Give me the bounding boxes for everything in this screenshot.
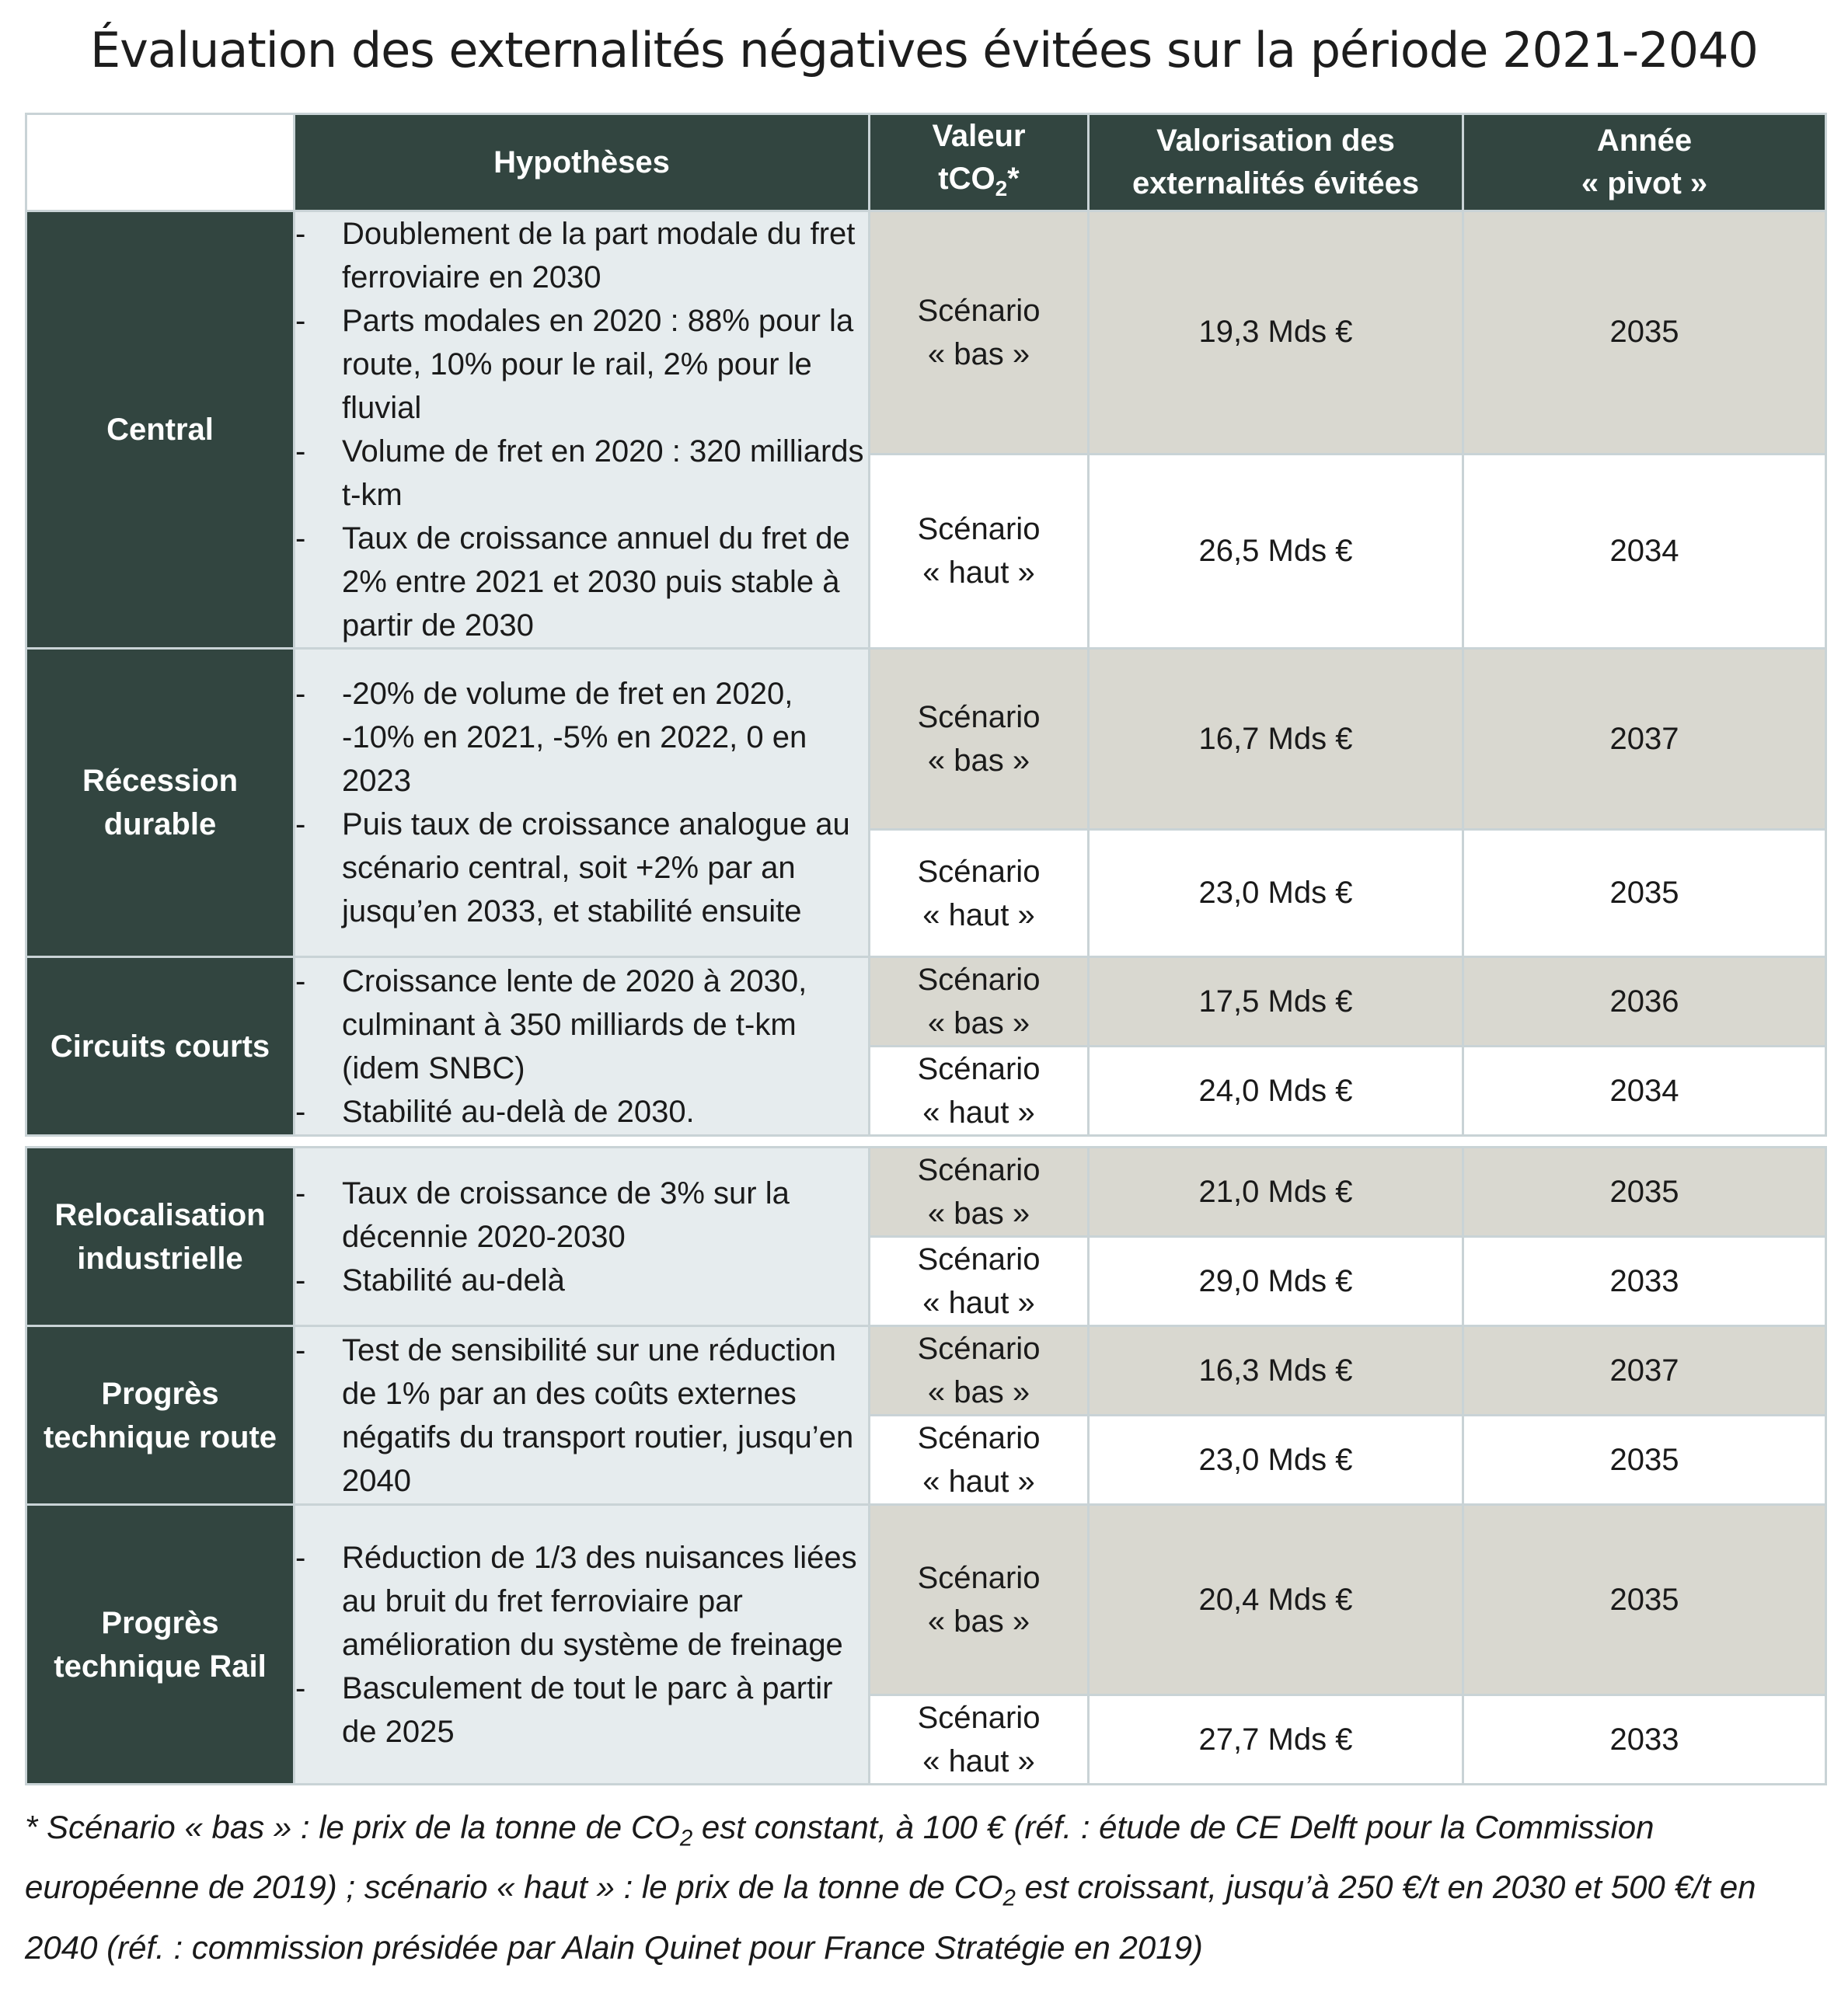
header-hypotheses: Hypothèses xyxy=(295,114,870,211)
hypotheses-cell xyxy=(295,1326,870,1505)
bullet-dash: - xyxy=(295,677,306,711)
hypotheses-cell xyxy=(295,649,870,957)
scenario-group-name: Récession durable xyxy=(26,649,295,957)
scenario-group-name: Progrès technique Rail xyxy=(26,1505,295,1785)
bullet-dash: - xyxy=(295,963,306,998)
pivot-year: 2037 xyxy=(1463,1326,1826,1416)
scenario-group-name: Circuits courts xyxy=(26,957,295,1136)
table-body xyxy=(26,211,1826,1785)
table-row xyxy=(26,1148,1826,1237)
hypotheses-cell xyxy=(295,1148,870,1326)
pivot-year: 2035 xyxy=(1463,830,1826,957)
scenario-cell-haut xyxy=(870,1047,1089,1136)
pivot-year: 2037 xyxy=(1463,649,1826,830)
bullet-dash: - xyxy=(295,1263,306,1298)
hypothesis-item xyxy=(295,212,868,299)
table-row xyxy=(26,1326,1826,1416)
hypothesis-text: Stabilité au-delà xyxy=(342,1263,565,1298)
valorisation-value: 24,0 Mds € xyxy=(1089,1047,1463,1136)
pivot-year: 2036 xyxy=(1463,957,1826,1047)
hypothesis-item xyxy=(295,517,868,647)
scenario-cell-bas xyxy=(870,1148,1089,1237)
hypothesis-item xyxy=(295,1090,868,1134)
valorisation-value: 16,7 Mds € xyxy=(1089,649,1463,830)
valorisation-value: 20,4 Mds € xyxy=(1089,1505,1463,1695)
bullet-dash: - xyxy=(295,521,306,556)
hypotheses-list xyxy=(295,1536,868,1754)
scenario-group-name: Central xyxy=(26,211,295,649)
hypotheses-cell xyxy=(295,211,870,649)
scenario-label-haut: « haut » xyxy=(922,1465,1035,1499)
hypothesis-text: Stabilité au-delà de 2030. xyxy=(342,1094,695,1129)
pivot-year: 2035 xyxy=(1463,1505,1826,1695)
hypothesis-text: Réduction de 1/3 des nuisances liées au bruit du fret ferroviaire par amélioration du système de freinage xyxy=(342,1540,857,1662)
scenario-label-bas: « bas » xyxy=(927,1375,1030,1409)
pivot-year: 2035 xyxy=(1463,1416,1826,1505)
scenario-label-bas: « bas » xyxy=(927,336,1030,371)
scenario-label-haut: « haut » xyxy=(922,1096,1035,1130)
hypothesis-text: Doublement de la part modale du fret ferroviaire en 2030 xyxy=(342,217,856,294)
valorisation-value: 17,5 Mds € xyxy=(1089,957,1463,1047)
hypothesis-item xyxy=(295,1172,868,1259)
hypothesis-item xyxy=(295,430,868,517)
hypotheses-cell xyxy=(295,1505,870,1785)
bullet-dash: - xyxy=(295,1540,306,1575)
hypothesis-item xyxy=(295,960,868,1090)
hypothesis-item xyxy=(295,1536,868,1667)
hypothesis-item xyxy=(295,803,868,933)
hypotheses-list xyxy=(295,1172,868,1302)
scenario-cell-bas xyxy=(870,211,1089,455)
valorisation-value: 21,0 Mds € xyxy=(1089,1148,1463,1237)
footnote: * Scénario « bas » : le prix de la tonne de $CO_2$ est constant, à 100 € (réf. : étude de CE Delft pour la Commission européenne de 2019) ; scénario « haut » : le prix de la tonne de $CO_2$ est croissant, jusqu’à 250 €/t en 2030 et 500 €/t en 2040 (réf. : commission présidée par Alain Quinet pour France Stratégie en 2019) xyxy=(25,1809,1756,1966)
scenario-word: Scénario xyxy=(917,963,1041,997)
pivot-year: 2035 xyxy=(1463,211,1826,455)
scenario-word: Scénario xyxy=(917,854,1041,889)
scenario-word: Scénario xyxy=(917,1332,1041,1366)
hypothesis-item xyxy=(295,672,868,803)
bullet-dash: - xyxy=(295,217,306,251)
hypothesis-text: -20% de volume de fret en 2020, -10% en 2021, -5% en 2022, 0 en 2023 xyxy=(342,677,807,798)
scenario-label-haut: « haut » xyxy=(922,897,1035,932)
valorisation-value: 29,0 Mds € xyxy=(1089,1237,1463,1326)
scenario-word: Scénario xyxy=(917,1701,1041,1735)
scenario-cell-haut xyxy=(870,1416,1089,1505)
valorisation-value: 19,3 Mds € xyxy=(1089,211,1463,455)
hypothesis-item xyxy=(295,1329,868,1503)
hypotheses-list xyxy=(295,1329,868,1503)
scenario-label-haut: « haut » xyxy=(922,1744,1035,1778)
scenario-word: Scénario xyxy=(917,512,1041,547)
valorisation-value: 23,0 Mds € xyxy=(1089,1416,1463,1505)
pivot-year: 2033 xyxy=(1463,1237,1826,1326)
hypothesis-text: Croissance lente de 2020 à 2030, culminant à 350 milliards de t-km (idem SNBC) xyxy=(342,963,807,1085)
scenario-label-bas: « bas » xyxy=(927,1197,1030,1231)
scenario-cell-bas xyxy=(870,649,1089,830)
scenario-word: Scénario xyxy=(917,1153,1041,1187)
hypothesis-text: Taux de croissance annuel du fret de 2% entre 2021 et 2030 puis stable à partir de 2030 xyxy=(342,521,850,643)
scenario-word: Scénario xyxy=(917,293,1041,328)
hypothesis-item xyxy=(295,1667,868,1754)
header-row xyxy=(26,114,1826,211)
hypothesis-text: Parts modales en 2020 : 88% pour la route, 10% pour le rail, 2% pour le fluvial xyxy=(342,304,854,425)
table-gap-row xyxy=(26,1136,1826,1148)
bullet-dash: - xyxy=(295,304,306,338)
scenario-group-name: Progrès technique route xyxy=(26,1326,295,1505)
scenario-word: Scénario xyxy=(917,1421,1041,1455)
hypothesis-text: Puis taux de croissance analogue au scénario central, soit +2% par an jusqu’en 2033, et stabilité ensuite xyxy=(342,807,850,928)
header-annee-line1: Année xyxy=(1596,124,1693,158)
pivot-year: 2033 xyxy=(1463,1695,1826,1785)
hypotheses-list xyxy=(295,672,868,933)
hypotheses-list xyxy=(295,212,868,647)
scenario-word: Scénario xyxy=(917,1561,1041,1595)
scenario-label-haut: « haut » xyxy=(922,556,1035,590)
hypothesis-item xyxy=(295,299,868,430)
scenario-cell-haut xyxy=(870,830,1089,957)
table-row xyxy=(26,649,1826,830)
pivot-year: 2035 xyxy=(1463,1148,1826,1237)
scenario-cell-haut xyxy=(870,1695,1089,1785)
table-row xyxy=(26,211,1826,455)
valorisation-value: 27,7 Mds € xyxy=(1089,1695,1463,1785)
hypothesis-text: Test de sensibilité sur une réduction de 1% par an des coûts externes négatifs du transport routier, jusqu’en 2040 xyxy=(342,1332,854,1498)
scenario-label-bas: « bas » xyxy=(927,1006,1030,1040)
scenario-label-haut: « haut » xyxy=(922,1286,1035,1320)
gap-cell xyxy=(26,1136,1826,1148)
scenario-cell-haut xyxy=(870,1237,1089,1326)
hypotheses-list xyxy=(295,960,868,1134)
header-valeur-tco2 xyxy=(870,114,1089,211)
scenario-cell-bas xyxy=(870,1505,1089,1695)
hypothesis-text: Basculement de tout le parc à partir de 2025 xyxy=(342,1670,833,1749)
bullet-dash: - xyxy=(295,1176,306,1210)
scenario-group-name: Relocalisation industrielle xyxy=(26,1148,295,1326)
table-row xyxy=(26,957,1826,1047)
header-blank-cell xyxy=(26,114,295,211)
page-title: Évaluation des externalités négatives évitées sur la période 2021-2040 xyxy=(89,22,1758,78)
header-annee-pivot xyxy=(1463,114,1826,211)
scenario-word: Scénario xyxy=(917,700,1041,734)
header-annee-line2: « pivot » xyxy=(1581,166,1708,200)
externalities-table xyxy=(25,113,1827,1785)
valorisation-value: 26,5 Mds € xyxy=(1089,454,1463,648)
scenario-label-bas: « bas » xyxy=(927,744,1030,778)
header-valorisation: Valorisation des externalités évitées xyxy=(1089,114,1463,211)
header-valeur-line1: Valeur xyxy=(932,119,1026,153)
hypothesis-text: Volume de fret en 2020 : 320 milliards t-km xyxy=(342,434,864,512)
scenario-word: Scénario xyxy=(917,1052,1041,1086)
bullet-dash: - xyxy=(295,1094,306,1129)
bullet-dash: - xyxy=(295,1332,306,1367)
scenario-cell-haut xyxy=(870,454,1089,648)
hypothesis-item xyxy=(295,1259,868,1302)
bullet-dash: - xyxy=(295,1670,306,1705)
scenario-cell-bas xyxy=(870,957,1089,1047)
pivot-year: 2034 xyxy=(1463,454,1826,648)
scenario-cell-bas xyxy=(870,1326,1089,1416)
hypothesis-text: Taux de croissance de 3% sur la décennie 2020-2030 xyxy=(342,1176,790,1254)
scenario-label-bas: « bas » xyxy=(927,1604,1030,1639)
header-valeur-line2: tCO$_2$* xyxy=(938,162,1020,200)
pivot-year: 2034 xyxy=(1463,1047,1826,1136)
scenario-word: Scénario xyxy=(917,1242,1041,1277)
hypotheses-cell xyxy=(295,957,870,1136)
table-row xyxy=(26,1505,1826,1695)
valorisation-value: 16,3 Mds € xyxy=(1089,1326,1463,1416)
bullet-dash: - xyxy=(295,434,306,469)
bullet-dash: - xyxy=(295,807,306,841)
valorisation-value: 23,0 Mds € xyxy=(1089,830,1463,957)
